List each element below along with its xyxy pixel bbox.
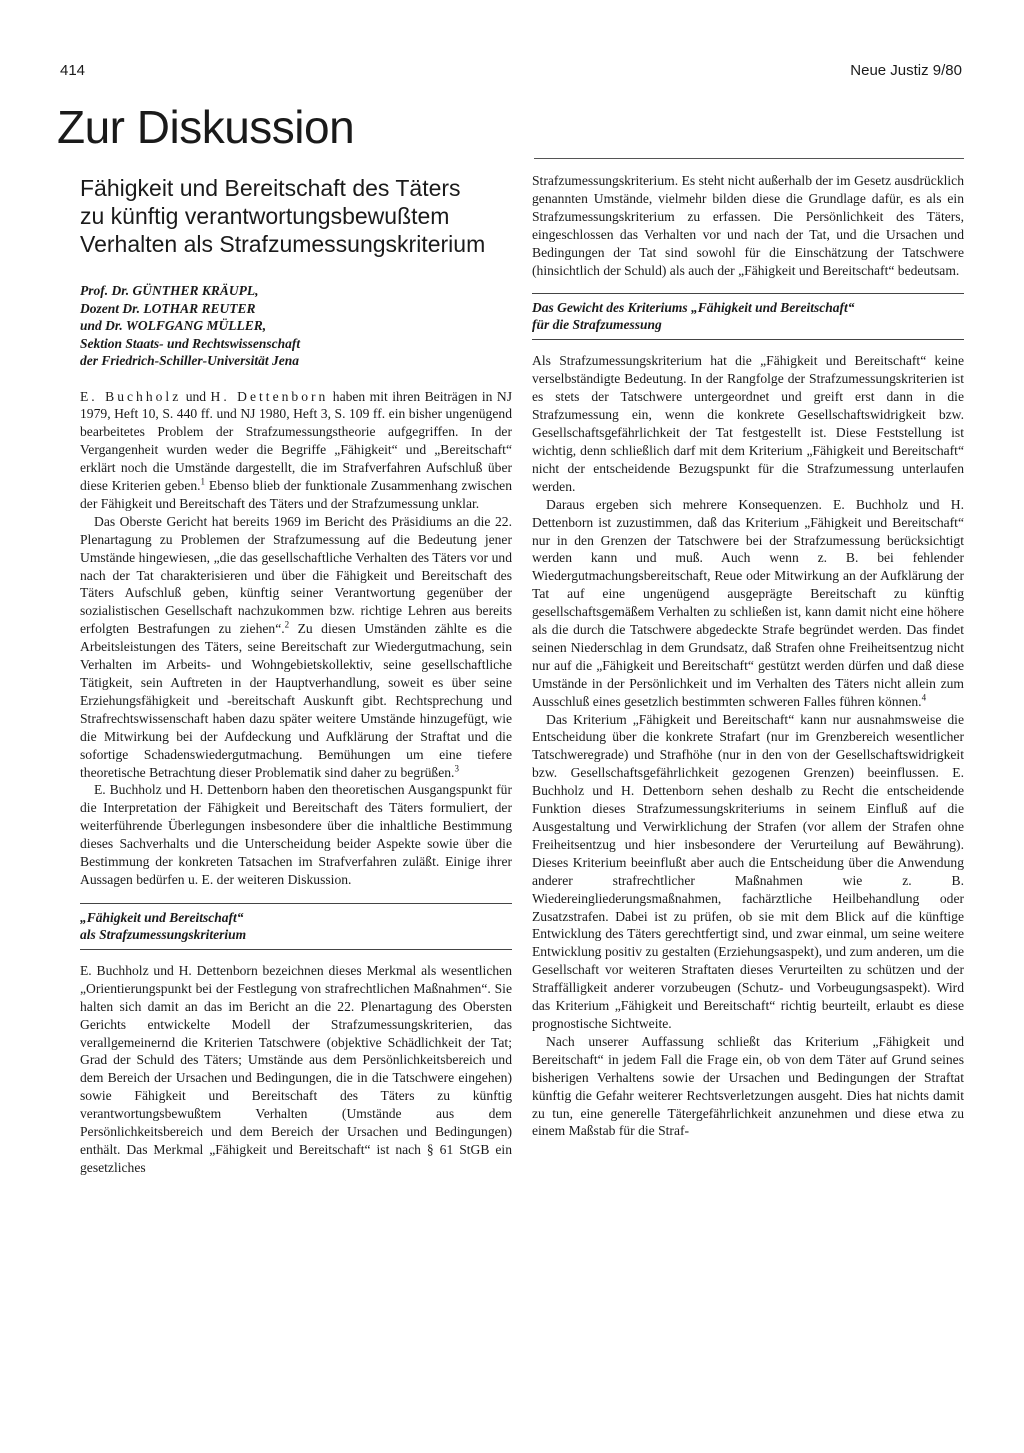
footnote-ref: 1: [200, 476, 206, 487]
heading-line: „Fähigkeit und Bereitschaft“: [80, 909, 244, 925]
title-line: Verhalten als Strafzumessungskriterium: [80, 231, 486, 257]
text-fragment: und: [181, 388, 211, 404]
heading-line: Das Gewicht des Kriteriums „Fähigkeit und Bereitschaft“: [532, 300, 855, 316]
top-rule: [534, 158, 964, 159]
paragraph: E. Buchholz und H. Dettenborn haben den theoretischen Ausgangspunkt für die Interpretation der Fähigkeit und Bereitschaft des Täters formuliert, der weiterführende Überlegungen insbesondere über die inhaltliche Bestimmung dieses Sachverhalts und die Unterscheidung beider Aspekte sowie über die Bestimmung der konkreten Tatsachen im Strafverfahren zuläßt. Einige ihrer Aussagen bedürfen u. E. der weiteren Diskussion.: [80, 782, 512, 887]
author-line: Dozent Dr. LOTHAR REUTER: [80, 300, 256, 316]
text-fragment: haben mit ihren Beiträgen in NJ 1979, Heft 10, S. 440 ff. und NJ 1980, Heft 3, S. 109 ff. ein bisher ungenügend bearbeitetes Problem der Strafzumessungstheorie aufgegriffen. In der Vergangenheit wurden weder die Begriffe „Fähigkeit“ und „Bereitschaft“ erklärt noch die Umstände dargestellt, die im Strafverfahren Aufschluß über diese Kriterien geben.: [80, 388, 512, 494]
intro-paragraph: [80, 388, 512, 513]
section-heading: [80, 903, 512, 950]
footnote-ref: 2: [284, 619, 290, 630]
left-column: [80, 168, 512, 1177]
section-heading: [532, 293, 964, 340]
author-line: Sektion Staats- und Rechtswissenschaft: [80, 335, 301, 351]
page-number: 414: [60, 62, 86, 79]
author-name: E. Buchholz: [80, 388, 182, 404]
footnote-ref: 4: [921, 692, 927, 703]
article-title: [80, 174, 512, 258]
paragraph: Das Kriterium „Fähigkeit und Bereitschaft“ kann nur ausnahmsweise die Entscheidung über die konkrete Strafart (nur im Grenzbereich wesentlicher Tatschweregrade) und Strafhöhe (nur in den von der Gesellschaftswidrigkeit bzw. Gesellschaftsgefährlichkeit gezogenen Grenzen) beeinflussen. E. Buchholz und H. Dettenborn sehen deshalb zu Recht die entscheidende Funktion dieses Strafzumessungskriteriums in seinem Einfluß auf die Ausgestaltung und Verwirklichung der Strafen (vor allem der Strafen ohne Freiheitsentzug und hier insbesondere der Verurteilung auf Bewährung). Dieses Kriterium beeinflußt aber auch die Entscheidung über die Anwendung anderer strafrechtlicher Maßnahmen wie z. B. Wiedereingliederungsmaßnahmen, fachärztliche Heilbehandlung oder Zusatzstrafen. Dabei ist zu prüfen, ob sie mit dem Blick auf die künftige Entwicklung des Täters gerechtfertigt sind, und zwar einmal, um seine weitere Entwicklung positiv zu gestalten (Erziehungsaspekt), und zum anderen, um die Gesellschaft vor weiteren Straftaten dieses Verurteilten zu schützen und der Straffälligkeit anderer vorzubeugen (Schutz- und Vorbeugungsaspekt). Wird das Kriterium „Fähigkeit und Bereitschaft“ richtig beurteilt, erlaubt es diese prognostische Sichtweite.: [532, 711, 964, 1031]
text-fragment: Das Oberste Gericht hat bereits 1969 im Bericht des Präsidiums an die 22. Plenartagung zu Problemen der Strafzumessung auf die Bedeutung jener Umstände hingewiesen, „die das gesellschaftliche Verhalten des Täters vor und nach der Tat charakterisieren und über die Fähigkeit und Bereitschaft des Täters Aufschluß geben, künftig seiner Verantwortung gegenüber der sozialistischen Gesellschaft nachzukommen bzw. richtige Lehren aus bereits erfolgten Bestrafungen zu ziehen“.: [80, 513, 512, 637]
paragraph: [80, 513, 512, 782]
paragraph: Strafzumessungskriterium. Es steht nicht außerhalb der im Gesetz ausdrücklich genannten Umstände, vielmehr bilden diese die Grundlage dafür, es als ein Strafzumessungskriterium zu erfassen. Die Persönlichkeit des Täters, eingeschlossen das Verhalten vor und nach der Tat, und die Ursachen und Bedingungen der Tat sind sowohl für die Einschätzung der Tatschwere (hinsichtlich der Schuld) als auch der „Fähigkeit und Bereitschaft“ bedeutsam.: [532, 173, 964, 278]
text-fragment: Daraus ergeben sich mehrere Konsequenzen. E. Buchholz und H. Dettenborn ist zuzustimmen, daß das Kriterium „Fähigkeit und Bereitschaft“ nur in den Grenzen der Tatschwere bei der Strafzumessung berücksichtigt werden kann und muß. Auch wenn z. B. bei fehlender Wiedergutmachungsbereitschaft, Reue oder Mitwirkung an der Aufklärung der Tat auf eine ungenügend ausgeprägte Bereitschaft zu künftig gesellschaftsgemäßem Verhalten zu schließen ist, kann damit nicht eine höhere als die durch die Tatschwere abgedeckte Strafe begründet werden. Das findet seinen Niederschlag in dem Grundsatz, daß Strafen ohne Freiheitsentzug nicht nur auf die „Fähigkeit und Bereitschaft“ gestützt werden dürfen und daß diese Umstände in der Persönlichkeit und im Verhalten des Täters nicht allein zum Ausschluß eines gesetzlich bestimmten schweren Falles führen können.: [532, 496, 964, 709]
right-column: [532, 172, 964, 1140]
text-fragment: Ebenso blieb der funktionale Zusammenhang zwischen der Fähigkeit und Bereitschaft des Täters und der Strafzumessung unklar.: [80, 478, 512, 511]
author-block: [80, 282, 512, 370]
rubric-heading: Zur Diskussion: [57, 101, 355, 153]
footnote-ref: 3: [454, 763, 459, 773]
author-line: der Friedrich-Schiller-Universität Jena: [80, 353, 299, 368]
text-fragment: Zu diesen Umständen zählte es die Arbeitsleistungen des Täters, seine Bereitschaft zur Wiedergutmachung, sein Verhalten im Arbeits- und Wohngebietskollektiv, seine gesellschaftliche Tätigkeit, sein Auftreten in der Hauptverhandlung, soweit es über seine Erziehungsfähigkeit und -bereitschaft Auskunft gibt. Rechtsprechung und Strafrechtswissenschaft haben dazu später weitere Umstände hinzugefügt, wie die Mitwirkung bei der Aufdeckung und Aufklärung der Straftat und die sofortige Schadenswiedergutmachung. Bemühungen um eine tiefere theoretische Betrachtung dieser Problematik sind daher zu begrüßen.: [80, 621, 512, 780]
author-line: und Dr. WOLFGANG MÜLLER,: [80, 318, 267, 333]
paragraph: E. Buchholz und H. Dettenborn bezeichnen dieses Merkmal als wesentlichen „Orientierungspunkt bei der Festlegung von strafrechtlichen Maßnahmen“. Sie halten sich damit an das im Bericht an die 22. Plenartagung des Obersten Gerichts entwickelte Modell der Strafzumessungskriterien, das verallgemeinernd die Kriterien Tatschwere (objektive Schädlichkeit der Tat; Grad der Schuld des Täters; Umstände aus dem Persönlichkeitsbereich und dem Bereich der Ursachen und Bedingungen, die in die Tatschwere eingehen) sowie Fähigkeit und Bereitschaft des Täters zu künftig verantwortungsbewußtem Verhalten (Umstände aus dem Persönlichkeitsbereich und dem Bereich der Ursachen und Bedingungen) enthält. Das Merkmal „Fähigkeit und Bereitschaft“ ist nach § 61 StGB ein gesetzliches: [80, 962, 512, 1175]
paragraph: Als Strafzumessungskriterium hat die „Fähigkeit und Bereitschaft“ keine verselbständigte Bedeutung. In der Rangfolge der Strafzumessungskriterien ist es stets der Tatschwere untergeordnet und greift erst dann in die Strafzumessung ein, wenn die konkrete Gesellschaftswidrigkeit bzw. Gesellschaftsgefährlichkeit der Tat festgestellt ist. Diese Feststellung ist wichtig, denn schließlich darf mit dem Kriterium „Fähigkeit und Bereitschaft“ nicht der entscheidende Bezugspunkt für die Strafzumessung unterlaufen werden.: [532, 353, 964, 494]
author-line: Prof. Dr. GÜNTHER KRÄUPL,: [80, 283, 259, 298]
title-line: zu künftig verantwortungsbewußtem: [80, 203, 450, 229]
heading-line: für die Strafzumessung: [532, 317, 662, 333]
paragraph: [532, 496, 964, 711]
author-name: H. Dettenborn: [210, 388, 329, 404]
left-body: [80, 388, 512, 1177]
title-line: Fähigkeit und Bereitschaft des Täters: [80, 175, 461, 201]
right-body: [532, 172, 964, 1140]
heading-line: als Strafzumessungskriterium: [80, 926, 247, 942]
paragraph: Nach unserer Auffassung schließt das Kriterium „Fähigkeit und Bereitschaft“ in jedem Fall die Frage ein, ob von dem Täter auf Grund seines bisherigen Verhaltens sowie der Ursachen und Bedingungen der Straftat künftig die Gefahr weiterer Rechtsverletzungen ausgeht. Dies hat nichts damit zu tun, eine generelle Tätergefährlichkeit anzunehmen und diese etwa zu einem Maßstab für die Straf-: [532, 1033, 964, 1139]
journal-issue: Neue Justiz 9/80: [850, 62, 962, 79]
